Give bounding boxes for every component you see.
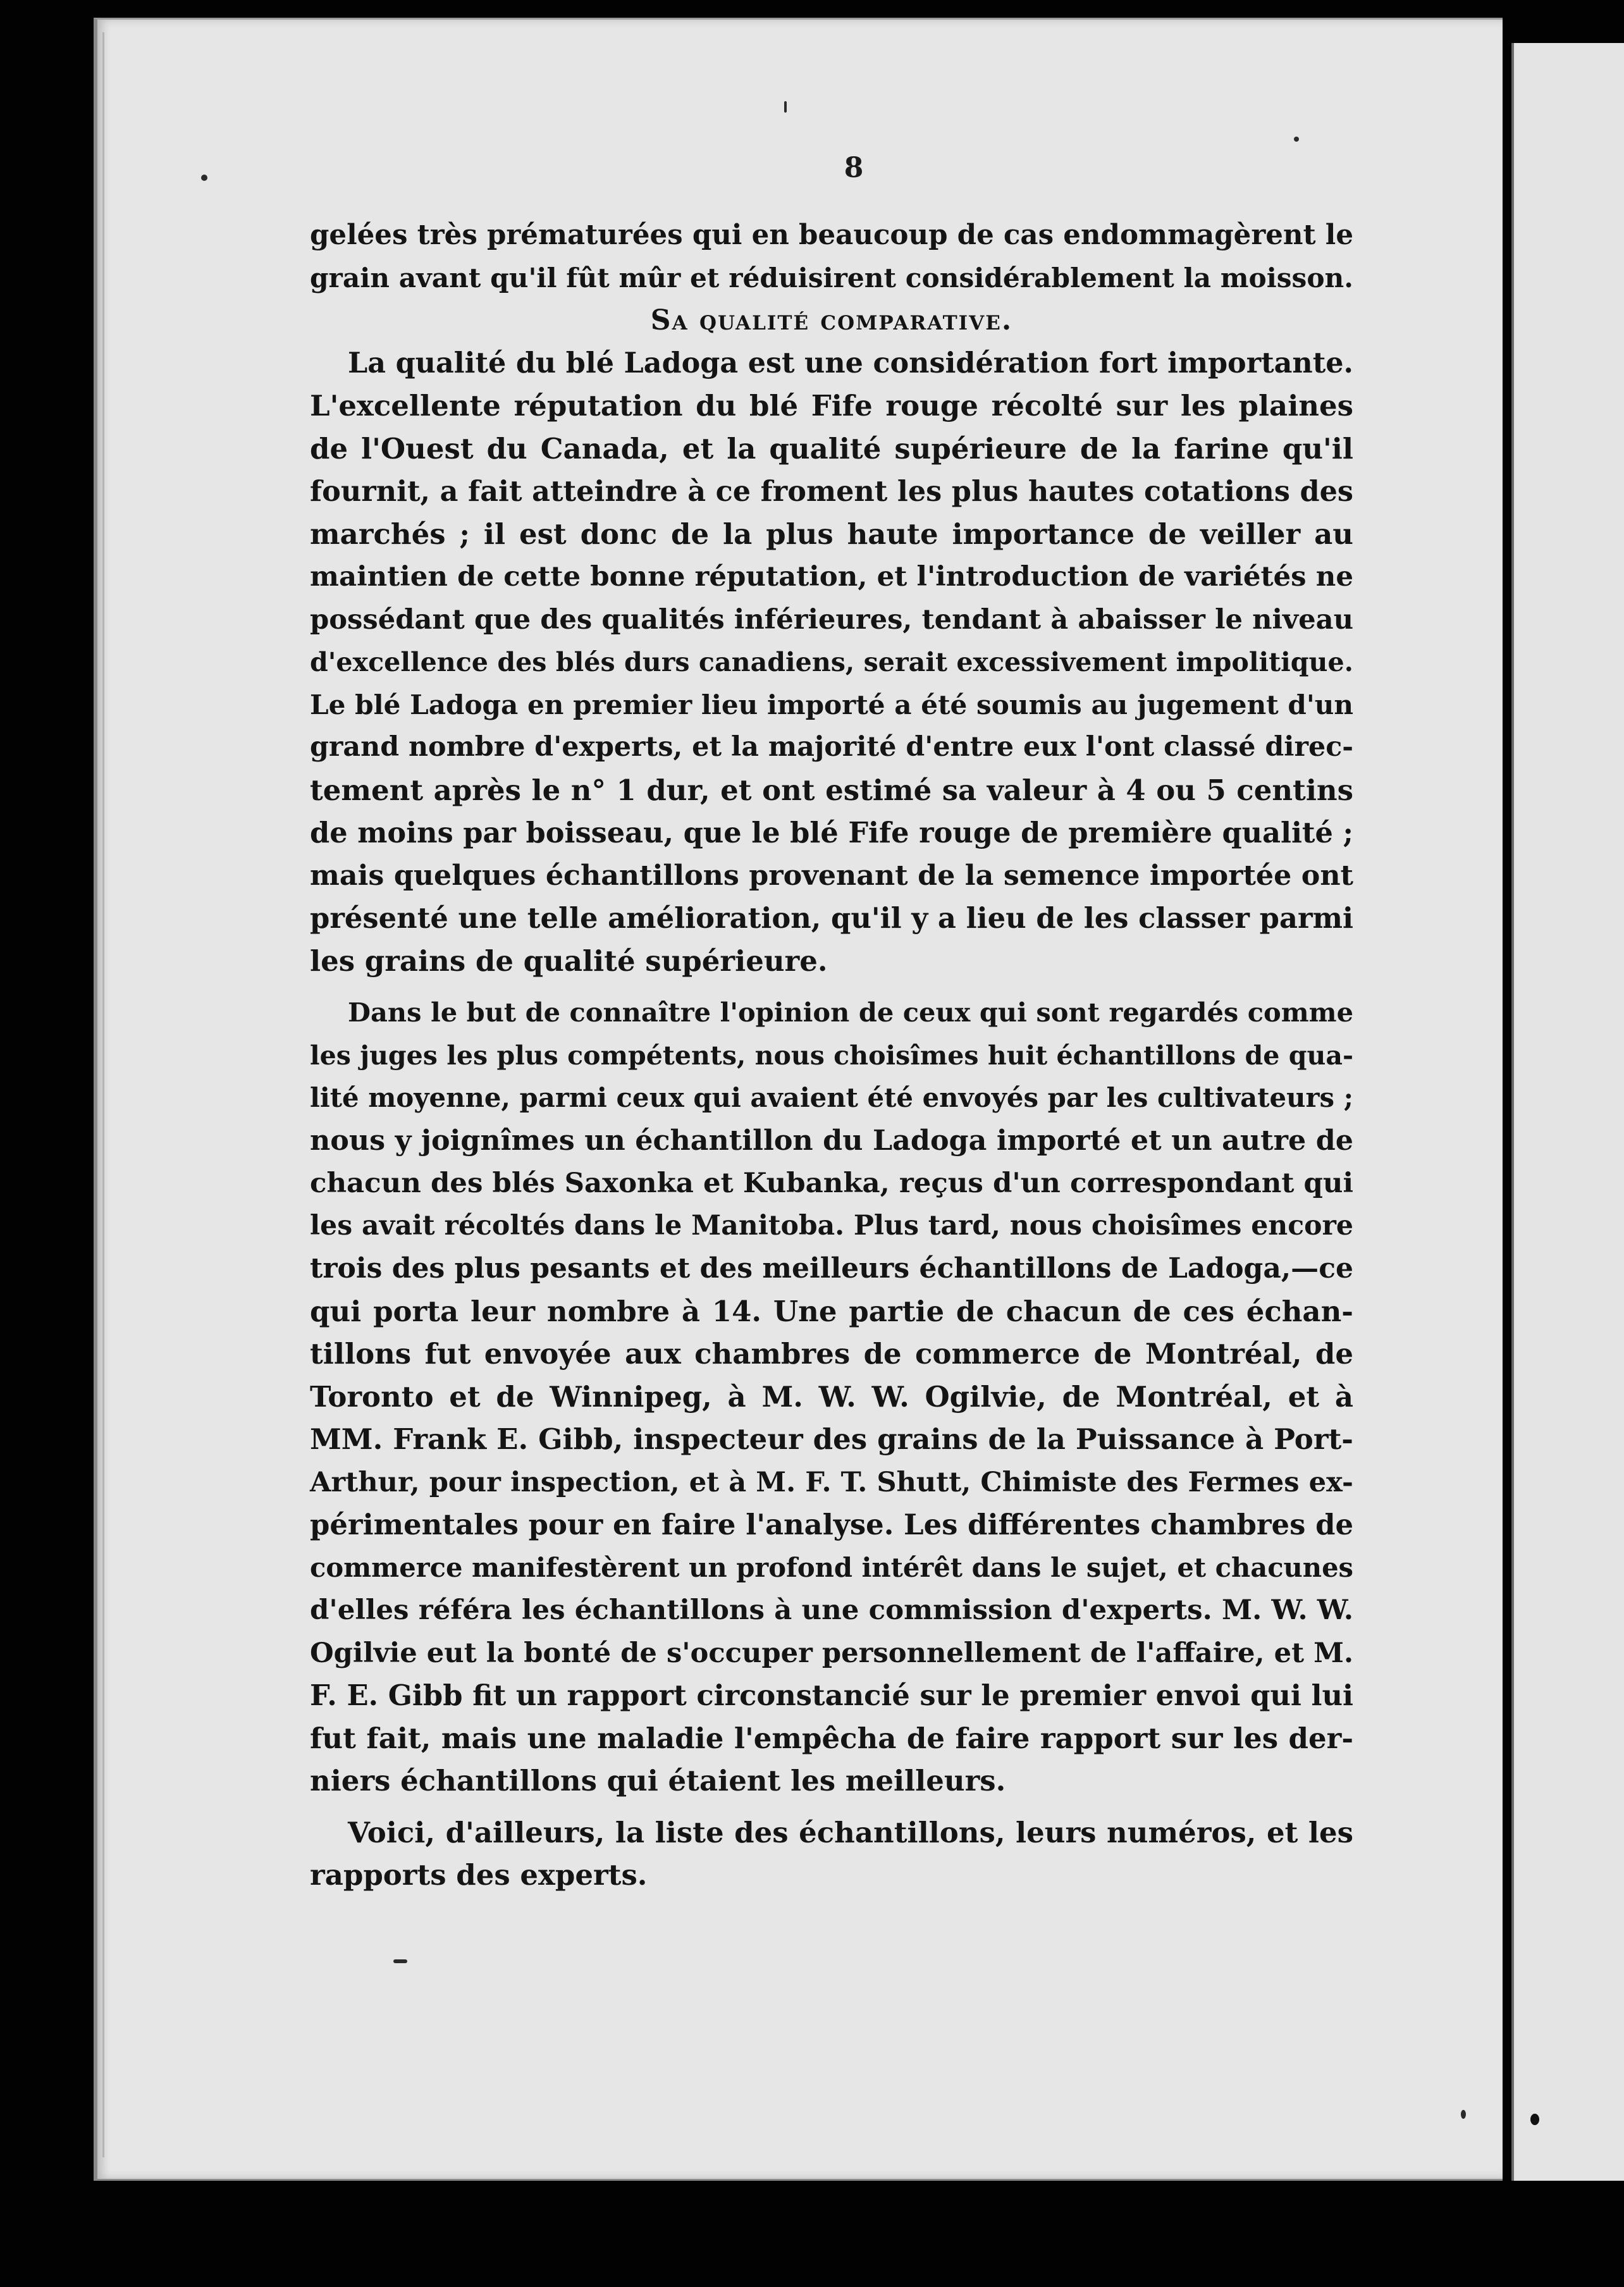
text-line: fut fait, mais une maladie l'empêcha de faire rapport sur les der- (310, 1721, 1353, 1755)
paragraph-list (310, 1811, 1353, 1897)
text-line: tement après le n° 1 dur, et ont estimé sa valeur à 4 ou 5 centins (310, 773, 1353, 807)
body-text (310, 214, 1353, 1897)
text-line: mais quelques échantillons provenant de la semence importée ont (310, 858, 1353, 892)
text-line: de l'Ouest du Canada, et la qualité supérieure de la farine qu'il (310, 431, 1353, 465)
scan-speck (1530, 2114, 1539, 2125)
scan-speck (393, 1959, 407, 1963)
text-line: Dans le but de connaître l'opinion de ceux qui sont regardés comme (348, 997, 1353, 1028)
text-line: Toronto et de Winnipeg, à M. W. W. Ogilvie, de Montréal, et à (310, 1379, 1353, 1414)
text-line: périmentales pour en faire l'analyse. Les différentes chambres de (310, 1508, 1353, 1541)
text-line: F. E. Gibb fit un rapport circonstancié sur le premier envoi qui lui (310, 1679, 1353, 1712)
text-line: Arthur, pour inspection, et à M. F. T. Shutt, Chimiste des Fermes ex- (310, 1465, 1353, 1498)
text-line: maintien de cette bonne réputation, et l'introduction de variétés ne (310, 560, 1353, 593)
text-line: L'excellente réputation du blé Fife rouge récolté sur les plaines (310, 389, 1353, 422)
text-line: commerce manifestèrent un profond intérêt dans le sujet, et chacunes (310, 1551, 1353, 1583)
text-line: tillons fut envoyée aux chambres de commerce de Montréal, de (310, 1337, 1353, 1371)
paragraph-quality (310, 342, 1353, 983)
text-line: grand nombre d'experts, et la majorité d'entre eux l'ont classé direc- (310, 731, 1353, 763)
text-line: Voici, d'ailleurs, la liste des échantillons, leurs numéros, et les (348, 1815, 1353, 1849)
text-line: niers échantillons qui étaient les meilleurs. (310, 1764, 1006, 1797)
text-line: les juges les plus compétents, nous choisîmes huit échantillons de qua- (310, 1039, 1353, 1071)
text-line: rapports des experts. (310, 1858, 648, 1892)
scan-speck (1294, 137, 1299, 142)
text-line: gelées très prématurées qui en beaucoup de cas endommagèrent le (310, 219, 1353, 251)
text-line: fournit, a fait atteindre à ce froment les plus hautes cotations des (310, 474, 1353, 508)
scan-speck (1461, 2110, 1466, 2119)
page-number: 8 (844, 152, 864, 184)
text-line: les grains de qualité supérieure. (310, 944, 828, 978)
text-line: trois des plus pesants et des meilleurs échantillons de Ladoga,—ce (310, 1252, 1353, 1285)
text-line: grain avant qu'il fût mûr et réduisirent considérablement la moisson. (310, 261, 1353, 293)
text-line: qui porta leur nombre à 14. Une partie de chacun de ces échan- (310, 1294, 1353, 1328)
text-line: d'elles référa les échantillons à une commission d'experts. M. W. W. (310, 1594, 1353, 1626)
text-line: MM. Frank E. Gibb, inspecteur des grains de la Puissance à Port- (310, 1422, 1353, 1456)
scan-speck (201, 175, 207, 181)
text-line: lité moyenne, parmi ceux qui avaient été envoyés par les cultivateurs ; (310, 1082, 1353, 1113)
paragraph-intro (310, 214, 1353, 299)
text-line: Le blé Ladoga en premier lieu importé a été soumis au jugement d'un (310, 688, 1353, 720)
text-line: les avait récoltés dans le Manitoba. Plus tard, nous choisîmes encore (310, 1209, 1353, 1242)
text-line: présenté une telle amélioration, qu'il y a lieu de les classer parmi (310, 901, 1353, 935)
facing-page-edge (1511, 43, 1624, 2181)
paragraph-experts (310, 991, 1353, 1803)
text-line: Ogilvie eut la bonté de s'occuper personnellement de l'affaire, et M. (310, 1636, 1353, 1669)
text-line: nous y joignîmes un échantillon du Ladoga importé et un autre de (310, 1123, 1353, 1157)
text-line: d'excellence des blés durs canadiens, serait excessivement impolitique. (310, 646, 1353, 677)
text-line: de moins par boisseau, que le blé Fife rouge de première qualité ; (310, 816, 1353, 849)
text-line: possédant que des qualités inférieures, tendant à abaisser le niveau (310, 603, 1353, 636)
text-line: marchés ; il est donc de la plus haute importance de veiller au (310, 517, 1353, 551)
text-line: chacun des blés Saxonka et Kubanka, reçus d'un correspondant qui (310, 1167, 1353, 1199)
scan-speck (784, 101, 787, 113)
text-line: La qualité du blé Ladoga est une considération fort importante. (348, 346, 1353, 379)
section-heading: Sa qualité comparative. (650, 304, 1013, 336)
page-edge-line (102, 32, 104, 2157)
